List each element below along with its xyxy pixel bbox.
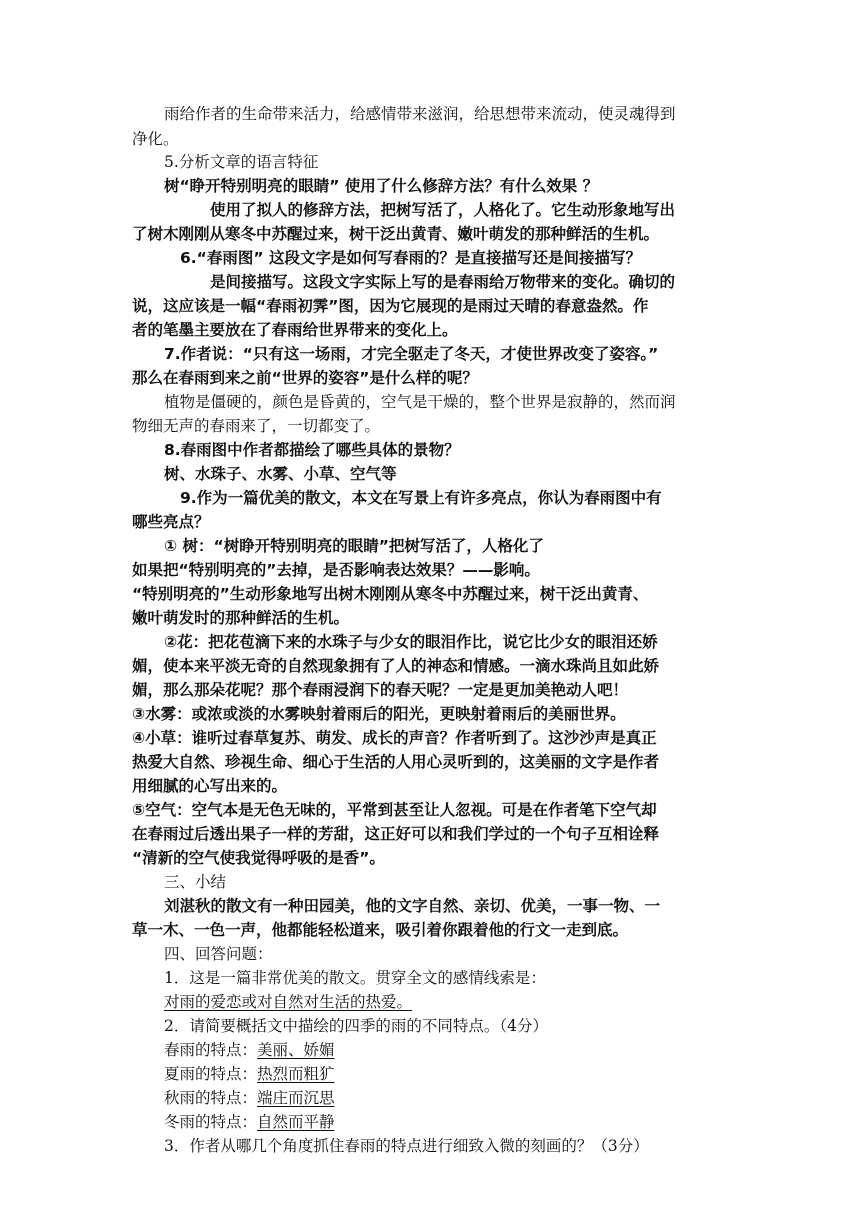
answer-text: 媚，使本来平淡无奇的自然现象拥有了人的神态和情感。一滴水珠尚且如此娇 bbox=[132, 657, 660, 675]
question-text: 1．这是一篇非常优美的散文。贯穿全文的感情线索是： bbox=[164, 969, 546, 987]
highlight-item: ②花：把花苞滴下来的水珠子与少女的眼泪作比，说它比少女的眼泪还娇 bbox=[164, 633, 658, 651]
question-text: 那么在春雨到来之前“世界的姿容”是什么样的呢？ bbox=[132, 369, 478, 387]
answer-text: 树、水珠子、水雾、小草、空气等 bbox=[164, 465, 397, 483]
section-heading: 四、回答问题： bbox=[164, 945, 273, 963]
answer-text: 在春雨过后透出果子一样的芳甜，这正好可以和我们学过的一个句子互相诠释 bbox=[132, 825, 660, 843]
question-text: 树“睁开特别明亮的眼睛” 使用了什么修辞方法？有什么效果 ？ bbox=[164, 177, 599, 195]
question-text: 3．作者从哪几个角度抓住春雨的特点进行细致入微的刻画的？（3分） bbox=[164, 1137, 649, 1155]
question-text: 6.“春雨图” 这段文字是如何写春雨的？是直接描写还是间接描写？ bbox=[180, 249, 641, 267]
answer-text: 对雨的爱恋或对自然对生活的热爱。 bbox=[164, 993, 413, 1011]
highlight-item: ① 树：“树睁开特别明亮的眼睛”把树写活了，人格化了 bbox=[164, 537, 544, 555]
highlight-item: ④小草：谁听过春草复苏、萌发、成长的声音？作者听到了。这沙沙声是真正 bbox=[132, 729, 657, 747]
answer-text: 物细无声的春雨来了，一切都变了。 bbox=[132, 417, 381, 435]
rain-feature-summer: 夏雨的特点：热烈而粗犷 bbox=[164, 1065, 335, 1083]
text-line: 雨给作者的生命带来活力，给感情带来滋润，给思想带来流动，使灵魂得到 bbox=[164, 105, 676, 123]
question-heading: 5.分析文章的语言特征 bbox=[164, 153, 319, 171]
question-text: 哪些亮点？ bbox=[132, 513, 210, 531]
summary-text: 刘湛秋的散文有一种田园美，他的文字自然、亲切、优美，一事一物、一 bbox=[164, 897, 661, 915]
answer-text: 使用了拟人的修辞方法，把树写活了，人格化了。它生动形象地写出 bbox=[210, 201, 676, 219]
answer-text: 者的笔墨主要放在了春雨给世界带来的变化上。 bbox=[132, 321, 458, 339]
answer-text: 说，这应该是一幅“春雨初霁”图，因为它展现的是雨过天晴的春意盎然。作 bbox=[132, 297, 649, 315]
answer-text: 是间接描写。这段文字实际上写的是春雨给万物带来的变化。确切的 bbox=[210, 273, 676, 291]
answer-text: 热爱大自然、珍视生命、细心于生活的人用心灵听到的，这美丽的文字是作者 bbox=[132, 753, 660, 771]
summary-text: 草一木、一色一声，他都能轻松道来，吸引着你跟着他的行文一走到底。 bbox=[132, 921, 629, 939]
answer-text: “清新的空气使我觉得呼吸的是香”。 bbox=[132, 849, 385, 867]
section-heading: 三、小结 bbox=[164, 873, 227, 891]
question-text: 2．请简要概括文中描绘的四季的雨的不同特点。（4分） bbox=[164, 1017, 548, 1035]
answer-text: 用细腻的心写出来的。 bbox=[132, 777, 288, 795]
rain-feature-winter: 冬雨的特点：自然而平静 bbox=[164, 1113, 335, 1131]
answer-text: 媚，那么那朵花呢？那个春雨浸润下的春天呢？一定是更加美艳动人吧！ bbox=[132, 681, 629, 699]
question-text: 7.作者说：“只有这一场雨，才完全驱走了冬天，才使世界改变了姿容。” bbox=[164, 345, 659, 363]
highlight-item: ⑤空气：空气本是无色无味的，平常到甚至让人忽视。可是在作者笔下空气却 bbox=[132, 801, 657, 819]
rain-feature-spring: 春雨的特点：美丽、娇媚 bbox=[164, 1041, 335, 1059]
rain-feature-autumn: 秋雨的特点：端庄而沉思 bbox=[164, 1089, 335, 1107]
text-line: 净化。 bbox=[132, 130, 179, 148]
question-text: 8.春雨图中作者都描绘了哪些具体的景物？ bbox=[164, 441, 460, 459]
answer-text: 嫩叶萌发时的那种鲜活的生机。 bbox=[132, 609, 350, 627]
question-text: 9.作为一篇优美的散文，本文在写景上有许多亮点，你认为春雨图中有 bbox=[180, 489, 662, 507]
highlight-item: ③水雾：或浓或淡的水雾映射着雨后的阳光，更映射着雨后的美丽世界。 bbox=[132, 705, 626, 723]
answer-text: 如果把“特别明亮的”去掉，是否影响表达效果？——影响。 bbox=[132, 561, 540, 579]
answer-text: “特别明亮的”生动形象地写出树木刚刚从寒冬中苏醒过来，树干泛出黄青、 bbox=[132, 585, 649, 603]
answer-text: 了树木刚刚从寒冬中苏醒过来，树干泛出黄青、嫩叶萌发的那种鲜活的生机。 bbox=[132, 225, 660, 243]
answer-text: 植物是僵硬的，颜色是昏黄的，空气是干燥的，整个世界是寂静的，然而润 bbox=[164, 393, 676, 411]
